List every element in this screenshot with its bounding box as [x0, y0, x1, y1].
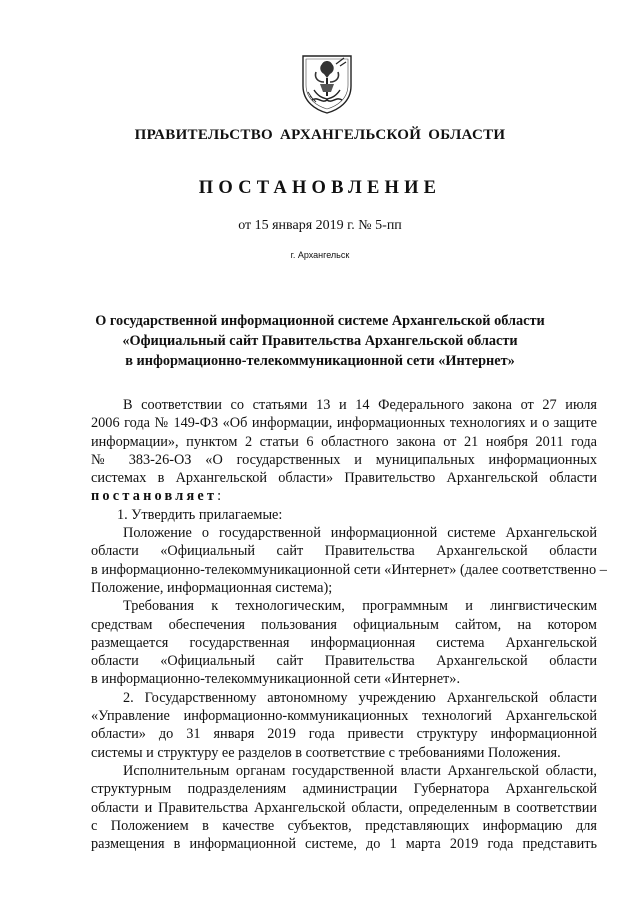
- body-line: области» до 31 января 2019 года привести структуру информационной: [91, 726, 597, 743]
- body-line: системы и структуру ее разделов в соответствие с требованиями Положения.: [91, 744, 561, 761]
- body-line: Требования к технологическим, программным и лингвистическим: [123, 598, 597, 615]
- body-line: с Положением в качестве субъектов, представляющих информацию для: [91, 817, 597, 834]
- body-line: размещения в информационной системе, до 1 марта 2019 года представить: [91, 836, 597, 853]
- body-line: 2006 года № 149-ФЗ «Об информации, информационных технологиях и о защите: [91, 415, 597, 432]
- body-line: Положение о государственной информационной системе Архангельской: [123, 525, 597, 542]
- document-type: ПОСТАНОВЛЕНИЕ: [198, 178, 442, 198]
- body-line: размещается государственная информационная система Архангельской: [91, 634, 597, 651]
- body-line: в информационно-телекоммуникационной сети «Интернет» (далее соответственно –: [91, 561, 607, 578]
- decree-word: постановляет: [91, 488, 218, 505]
- body-line: В соответствии со статьями 13 и 14 Федерального закона от 27 июля: [123, 397, 597, 413]
- organization-name: ПРАВИТЕЛЬСТВО АРХАНГЕЛЬСКОЙ ОБЛАСТИ: [134, 127, 506, 143]
- decree-colon: :: [217, 488, 222, 505]
- document-title: [80, 311, 560, 371]
- title-line: О государственной информационной системе Архангельской области: [95, 313, 545, 329]
- item-1: 1. Утвердить прилагаемые:: [117, 506, 283, 523]
- title-line: «Официальный сайт Правительства Архангельской области: [122, 333, 518, 349]
- body-line: области «Официальный сайт Правительства Архангельской области: [91, 653, 597, 670]
- decree-line: [91, 487, 597, 505]
- document-body: [91, 396, 607, 853]
- coat-of-arms-icon: [300, 52, 354, 114]
- body-line: области «Официальный сайт Правительства Архангельской области: [91, 543, 597, 560]
- body-line: информации», пунктом 2 статьи 6 областного закона от 21 ноября 2011 года: [91, 433, 597, 450]
- body-line: области и Правительства Архангельской области, определенным в соответствии: [91, 799, 597, 816]
- body-line: в информационно-телекоммуникационной сети «Интернет».: [91, 671, 461, 688]
- body-line: структурным подразделениям администрации Губернатора Архангельской: [91, 781, 597, 798]
- title-line: в информационно-телекоммуникационной сети «Интернет»: [125, 353, 515, 369]
- body-line: Положение, информационная система);: [91, 579, 333, 596]
- body-line: 2. Государственному автономному учреждению Архангельской области: [123, 689, 597, 706]
- body-line: средствам обеспечения пользования официальным сайтом, на котором: [91, 616, 597, 633]
- document-city: г. Архангельск: [290, 250, 350, 260]
- body-line: «Управление информационно-коммуникационных технологий Архангельской: [91, 708, 597, 725]
- body-line: № 383-26-ОЗ «О государственных и муниципальных информационных: [91, 451, 597, 468]
- body-line: Исполнительным органам государственной власти Архангельской области,: [123, 762, 597, 779]
- document-date-number: от 15 января 2019 г. № 5-пп: [238, 218, 402, 233]
- body-line: системах в Архангельской области» Правительство Архангельской области: [91, 470, 597, 487]
